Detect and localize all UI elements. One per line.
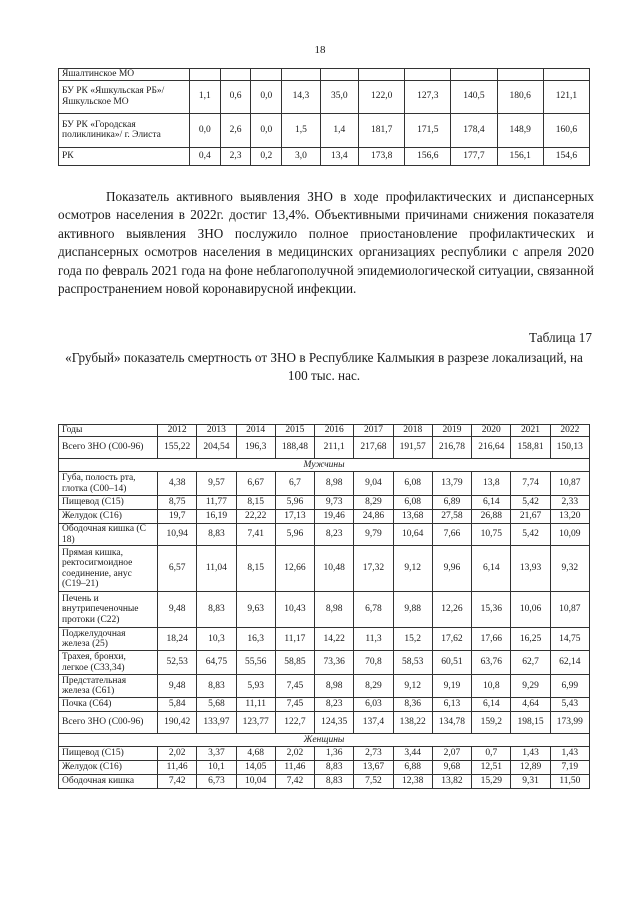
column-header: 2013 [197,425,236,437]
table-cell: 7,74 [511,472,550,496]
table-row [59,712,590,734]
table-cell [359,69,405,81]
table-cell: 6,73 [197,775,236,789]
table-cell: 13,8 [472,472,511,496]
table-cell: 3,37 [197,747,236,761]
table-cell: 156,1 [497,147,543,165]
column-header: Годы [59,425,158,437]
table-row [59,651,590,675]
section-row [59,459,590,472]
table-cell: 10,75 [472,524,511,546]
table-cell: 198,15 [511,712,550,734]
table-cell: 5,43 [550,698,589,712]
table-header-row [59,425,590,437]
table-cell [282,69,320,81]
row-label: Желудок (С16) [59,761,158,775]
table-cell: 14,75 [550,628,589,651]
table-cell: 5,42 [511,524,550,546]
column-header: 2012 [158,425,197,437]
table-cell: 216,78 [432,437,471,459]
table-cell: 7,41 [236,524,275,546]
table-cell: 52,53 [158,651,197,675]
table-cell: 8,29 [354,675,393,698]
table-cell: 12,51 [472,761,511,775]
table-cell: 8,98 [315,675,354,698]
table-cell [220,69,251,81]
table-cell: 19,7 [158,510,197,524]
table-cell: 8,83 [197,524,236,546]
table-cell: 9,63 [236,592,275,628]
table-title: «Грубый» показатель смертность от ЗНО в Республике Калмыкия в разрезе локализаций, на 100 тыс. нас. [65,350,583,384]
row-label: Трахея, бронхи, легкое (С33,34) [59,651,158,675]
row-label: Губа, полость рта, глотка (С00–14) [59,472,158,496]
table-cell: 10,8 [472,675,511,698]
table-cell: 13,68 [393,510,432,524]
column-header: 2022 [550,425,589,437]
table-row [59,510,590,524]
table-cell: 16,3 [236,628,275,651]
table-cell: 14,22 [315,628,354,651]
column-header: 2019 [432,425,471,437]
table-cell: 2,02 [158,747,197,761]
table-cell: 190,42 [158,712,197,734]
table-cell: 11,46 [158,761,197,775]
table-cell: 8,75 [158,496,197,510]
table-cell [190,69,221,81]
table-cell: 6,88 [393,761,432,775]
table-cell: 13,67 [354,761,393,775]
table-cell: 17,13 [275,510,314,524]
table-cell: 5,84 [158,698,197,712]
table-cell: 177,7 [451,147,497,165]
table-cell: 8,29 [354,496,393,510]
row-label: Почка (С64) [59,698,158,712]
table-cell: 5,96 [275,496,314,510]
table-cell: 10,87 [550,592,589,628]
table-cell: 35,0 [320,80,358,113]
table-cell: 7,66 [432,524,471,546]
table-cell: 217,68 [354,437,393,459]
column-header: 2020 [472,425,511,437]
table-cell: 8,15 [236,496,275,510]
table-cell: 10,87 [550,472,589,496]
table-label: Таблица 17 [529,330,592,345]
table-cell: 2,6 [220,113,251,147]
table-cell: 15,36 [472,592,511,628]
table-cell: 10,09 [550,524,589,546]
table-cell: 11,11 [236,698,275,712]
table-cell: 19,46 [315,510,354,524]
row-label: Пищевод (С15) [59,496,158,510]
section-title: Мужчины [59,459,590,472]
table-row [59,80,590,113]
table-cell: 178,4 [451,113,497,147]
table-cell: 10,43 [275,592,314,628]
table-cell: 11,77 [197,496,236,510]
table-cell: 6,08 [393,496,432,510]
table-cell: 10,1 [197,761,236,775]
table-cell: 5,68 [197,698,236,712]
table-cell: 1,4 [320,113,358,147]
table-cell: 1,43 [550,747,589,761]
table-cell: 9,12 [393,675,432,698]
table-cell: 9,73 [315,496,354,510]
table-cell: 7,45 [275,675,314,698]
table-cell: 63,76 [472,651,511,675]
table-cell: 10,3 [197,628,236,651]
table-cell: 9,57 [197,472,236,496]
table-row [59,628,590,651]
section-title: Женщины [59,734,590,747]
table-cell: 0,0 [251,113,282,147]
row-label: Яшалтинское МО [59,69,190,81]
table-cell: 137,4 [354,712,393,734]
table-cell: 7,42 [275,775,314,789]
table-cell: 6,03 [354,698,393,712]
table-row [59,496,590,510]
table-cell: 6,57 [158,546,197,592]
row-label: Печень и внутрипеченочные протоки (С22) [59,592,158,628]
table-cell: 11,17 [275,628,314,651]
table-cell: 6,14 [472,496,511,510]
table-cell: 211,1 [315,437,354,459]
table-cell: 62,14 [550,651,589,675]
table-cell: 10,48 [315,546,354,592]
table-cell: 58,85 [275,651,314,675]
row-label: РК [59,147,190,165]
table-cell: 18,24 [158,628,197,651]
table-cell: 11,46 [275,761,314,775]
table-cell: 15,2 [393,628,432,651]
table-cell: 6,08 [393,472,432,496]
table-cell: 154,6 [543,147,589,165]
table-cell: 7,42 [158,775,197,789]
table-cell: 188,48 [275,437,314,459]
table-cell: 8,98 [315,592,354,628]
table-cell: 17,32 [354,546,393,592]
column-header: 2018 [393,425,432,437]
table-cell: 2,07 [432,747,471,761]
table-row [59,698,590,712]
table-cell: 173,8 [359,147,405,165]
table-cell [320,69,358,81]
row-label: Всего ЗНО (С00-96) [59,437,158,459]
table-cell: 8,83 [197,675,236,698]
table-cell: 4,38 [158,472,197,496]
table-cell: 4,64 [511,698,550,712]
table-cell: 27,58 [432,510,471,524]
table-cell: 9,68 [432,761,471,775]
table-cell: 64,75 [197,651,236,675]
table-cell: 11,3 [354,628,393,651]
row-label: Всего ЗНО (С00-96) [59,712,158,734]
table-cell: 14,3 [282,80,320,113]
table-cell: 13,93 [511,546,550,592]
table-row [59,761,590,775]
detection-rate-table [58,68,590,166]
table-cell: 16,25 [511,628,550,651]
table-cell: 9,32 [550,546,589,592]
table-cell: 12,38 [393,775,432,789]
table-cell: 9,48 [158,675,197,698]
table-row [59,592,590,628]
table-cell [405,69,451,81]
column-header: 2014 [236,425,275,437]
table-cell: 11,50 [550,775,589,789]
table-cell: 191,57 [393,437,432,459]
table-cell: 3,44 [393,747,432,761]
table-cell: 13,79 [432,472,471,496]
table-cell: 156,6 [405,147,451,165]
table-row [59,546,590,592]
table-row [59,675,590,698]
table-cell: 9,12 [393,546,432,592]
table-cell: 6,67 [236,472,275,496]
table-cell: 2,73 [354,747,393,761]
table-cell: 122,0 [359,80,405,113]
table-row [59,437,590,459]
table-cell: 0,6 [220,80,251,113]
table-cell [543,69,589,81]
row-label: Ободочная кишка (С 18) [59,524,158,546]
column-header: 2016 [315,425,354,437]
table-cell: 2,3 [220,147,251,165]
row-label: БУ РК «Яшкульская РБ»/ Яшкульское МО [59,80,190,113]
table-cell: 6,78 [354,592,393,628]
table-cell: 55,56 [236,651,275,675]
table-cell [497,69,543,81]
page-number: 18 [314,44,326,56]
table-cell: 155,22 [158,437,197,459]
table-cell: 12,66 [275,546,314,592]
body-paragraph: Показатель активного выявления ЗНО в ходе профилактических и диспансерных осмотров населения в 2022г. достиг 13,4%. Объективными причинами снижения показателя активного выявления ЗНО послужило полное приостановление профилактических и диспансерных осмотров населения в медицинских организациях республики с апреля 2020 года по февраль 2021 года на фоне неблагополучной эпидемиологической ситуации, связанной распространением новой коронавирусной инфекции. [58,189,594,297]
table-cell: 12,89 [511,761,550,775]
table-cell: 123,77 [236,712,275,734]
table-cell: 0,4 [190,147,221,165]
table-cell: 148,9 [497,113,543,147]
table-cell: 8,83 [315,775,354,789]
table-cell: 8,23 [315,524,354,546]
table-cell: 1,36 [315,747,354,761]
table-cell: 9,48 [158,592,197,628]
table-cell: 9,88 [393,592,432,628]
table-cell: 7,19 [550,761,589,775]
table-cell: 0,2 [251,147,282,165]
table-cell: 5,96 [275,524,314,546]
table-row [59,147,590,165]
table-cell: 6,14 [472,546,511,592]
table-cell: 10,64 [393,524,432,546]
table-cell: 204,54 [197,437,236,459]
table-cell: 160,6 [543,113,589,147]
table-cell: 121,1 [543,80,589,113]
table-row [59,775,590,789]
table-cell: 134,78 [432,712,471,734]
row-label: Пищевод (С15) [59,747,158,761]
table-cell: 14,05 [236,761,275,775]
table-cell: 181,7 [359,113,405,147]
table-cell: 10,06 [511,592,550,628]
table-cell: 7,52 [354,775,393,789]
table-cell: 159,2 [472,712,511,734]
table-cell: 9,29 [511,675,550,698]
table-cell: 9,19 [432,675,471,698]
table-cell: 13,4 [320,147,358,165]
table-cell: 5,93 [236,675,275,698]
table-row [59,747,590,761]
table-cell: 140,5 [451,80,497,113]
table-cell: 5,42 [511,496,550,510]
table-cell: 6,89 [432,496,471,510]
table-cell: 70,8 [354,651,393,675]
table-cell [451,69,497,81]
table-row [59,472,590,496]
table-cell: 180,6 [497,80,543,113]
table-cell: 196,3 [236,437,275,459]
table-cell: 11,04 [197,546,236,592]
table-cell: 9,96 [432,546,471,592]
table-cell: 16,19 [197,510,236,524]
column-header: 2017 [354,425,393,437]
table-cell: 4,68 [236,747,275,761]
table-cell: 127,3 [405,80,451,113]
table-cell: 138,22 [393,712,432,734]
table-cell: 8,83 [197,592,236,628]
table-cell: 8,36 [393,698,432,712]
table-cell: 8,83 [315,761,354,775]
table-cell: 133,97 [197,712,236,734]
table-cell: 10,94 [158,524,197,546]
table-cell: 13,82 [432,775,471,789]
table-cell: 3,0 [282,147,320,165]
table-cell: 9,04 [354,472,393,496]
table-cell: 173,99 [550,712,589,734]
table-cell: 2,33 [550,496,589,510]
table-cell: 12,26 [432,592,471,628]
table-cell: 15,29 [472,775,511,789]
table-cell: 6,7 [275,472,314,496]
table-cell: 7,45 [275,698,314,712]
table-row [59,524,590,546]
table-cell: 17,66 [472,628,511,651]
table-cell: 62,7 [511,651,550,675]
table-cell: 24,86 [354,510,393,524]
table-cell: 0,0 [190,113,221,147]
table-cell: 10,04 [236,775,275,789]
row-label: Предстательная железа (С61) [59,675,158,698]
row-label: Прямая кишка, ректосигмоидное соединение, анус (С19–21) [59,546,158,592]
table-cell: 6,14 [472,698,511,712]
table-cell: 8,98 [315,472,354,496]
table-cell: 17,62 [432,628,471,651]
table-cell: 1,5 [282,113,320,147]
table-cell [251,69,282,81]
table-cell: 60,51 [432,651,471,675]
section-row [59,734,590,747]
table-cell: 22,22 [236,510,275,524]
table-cell: 21,67 [511,510,550,524]
table-cell: 8,23 [315,698,354,712]
table-cell: 6,99 [550,675,589,698]
table-cell: 122,7 [275,712,314,734]
table-cell: 171,5 [405,113,451,147]
mortality-table [58,424,590,789]
table-cell: 158,81 [511,437,550,459]
table-cell: 9,79 [354,524,393,546]
table-cell: 124,35 [315,712,354,734]
table-cell: 73,36 [315,651,354,675]
table-cell: 26,88 [472,510,511,524]
table-row [59,113,590,147]
table-cell: 8,15 [236,546,275,592]
table-cell: 2,02 [275,747,314,761]
table-cell: 9,31 [511,775,550,789]
row-label: Поджелудочная железа (25) [59,628,158,651]
table-row [59,69,590,81]
table-cell: 1,43 [511,747,550,761]
row-label: Желудок (С16) [59,510,158,524]
table-cell: 1,1 [190,80,221,113]
column-header: 2021 [511,425,550,437]
table-cell: 0,0 [251,80,282,113]
table-cell: 58,53 [393,651,432,675]
row-label: Ободочная кишка [59,775,158,789]
table-cell: 13,20 [550,510,589,524]
table-cell: 216,64 [472,437,511,459]
column-header: 2015 [275,425,314,437]
table-cell: 0,7 [472,747,511,761]
table-cell: 150,13 [550,437,589,459]
table-cell: 6,13 [432,698,471,712]
row-label: БУ РК «Городская поликлиника»/ г. Элиста [59,113,190,147]
